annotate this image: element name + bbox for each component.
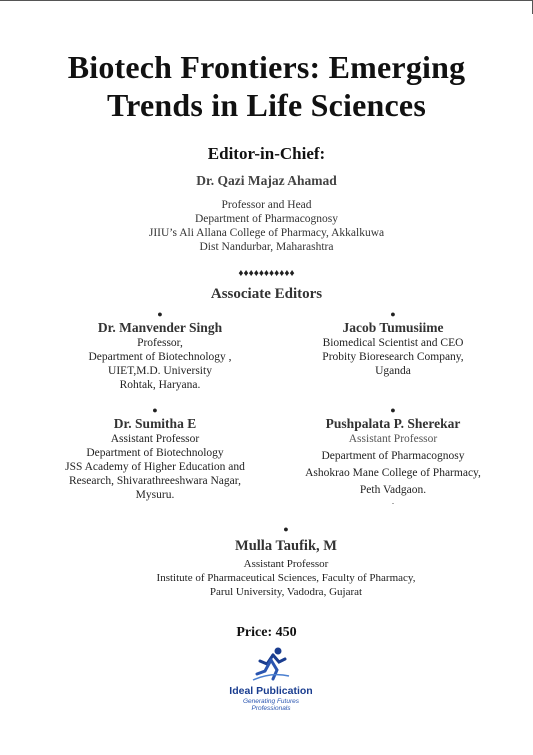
associate-line: Department of Biotechnology	[86, 447, 224, 459]
editor-in-chief-name: Dr. Qazi Majaz Ahamad	[196, 173, 337, 188]
associate-line: Professor,	[137, 337, 183, 349]
publisher-logo	[226, 646, 316, 712]
associate-line: Peth Vadgaon.	[359, 484, 427, 496]
diamond-divider: ♦♦♦♦♦♦♦♦♦♦♦	[238, 268, 295, 279]
associate-editor-3	[50, 405, 260, 502]
associate-line: Mysuru.	[135, 489, 175, 501]
bullet-icon: ●	[157, 309, 163, 319]
associate-name: Pushpalata P. Sherekar	[325, 416, 461, 431]
associate-line: Probity Bioresearch Company,	[322, 351, 464, 363]
associate-line: Department of Biotechnology ,	[88, 351, 232, 363]
associate-name: Jacob Tumusiime	[342, 320, 444, 335]
eic-line: JIIU’s Ali Allana College of Pharmacy, Akkalkuwa	[148, 227, 385, 239]
associate-line: Assistant Professor	[110, 433, 200, 445]
editor-in-chief-affiliation	[0, 198, 533, 254]
associate-line: Assistant Professor	[348, 433, 438, 445]
running-figure-icon	[251, 646, 291, 682]
associate-editor-4	[288, 405, 498, 507]
eic-line: Dist Nandurbar, Maharashtra	[199, 241, 334, 253]
associate-name: Dr. Manvender Singh	[97, 320, 223, 335]
associate-line: Parul University, Vadodra, Gujarat	[209, 586, 363, 598]
bullet-icon: ●	[152, 405, 158, 415]
eic-line: Department of Pharmacognosy	[194, 213, 339, 225]
title-line-1: Biotech Frontiers: Emerging	[67, 49, 466, 85]
eic-line: Professor and Head	[221, 199, 312, 211]
bullet-icon: ●	[390, 405, 396, 415]
associate-editors-label: Associate Editors	[210, 286, 323, 302]
price: Price: 450	[236, 625, 297, 640]
editor-in-chief-label: Editor-in-Chief:	[207, 144, 326, 163]
bullet-icon: ●	[283, 524, 289, 534]
publisher-name: Ideal Publication	[229, 685, 313, 697]
associate-line: Institute of Pharmaceutical Sciences, Faculty of Pharmacy,	[156, 572, 416, 584]
book-title	[0, 48, 533, 124]
associate-editor-5	[66, 524, 506, 599]
associate-line: JSS Academy of Higher Education and	[65, 461, 245, 473]
associate-name: Dr. Sumitha E	[113, 416, 197, 431]
associate-line: .	[392, 497, 394, 506]
associate-editor-2	[293, 309, 493, 378]
associate-line: Uganda	[375, 365, 411, 377]
associate-line: UIET,M.D. University	[108, 365, 212, 377]
associate-editor-1	[60, 309, 260, 392]
publisher-tagline: Generating Futures Professionals	[242, 698, 299, 712]
associate-line: Biomedical Scientist and CEO	[322, 337, 464, 349]
associate-line: Rohtak, Haryana.	[119, 379, 201, 391]
associate-line: Department of Pharmacognosy	[321, 450, 465, 462]
bullet-icon: ●	[390, 309, 396, 319]
title-line-2: Trends in Life Sciences	[107, 87, 426, 123]
associate-name: Mulla Taufik, M	[235, 538, 337, 554]
associate-line: Ashokrao Mane College of Pharmacy,	[305, 467, 481, 479]
associate-line: Research, Shivarathreeshwara Nagar,	[69, 475, 241, 487]
associate-line: Assistant Professor	[243, 558, 329, 570]
top-border	[0, 0, 533, 1]
